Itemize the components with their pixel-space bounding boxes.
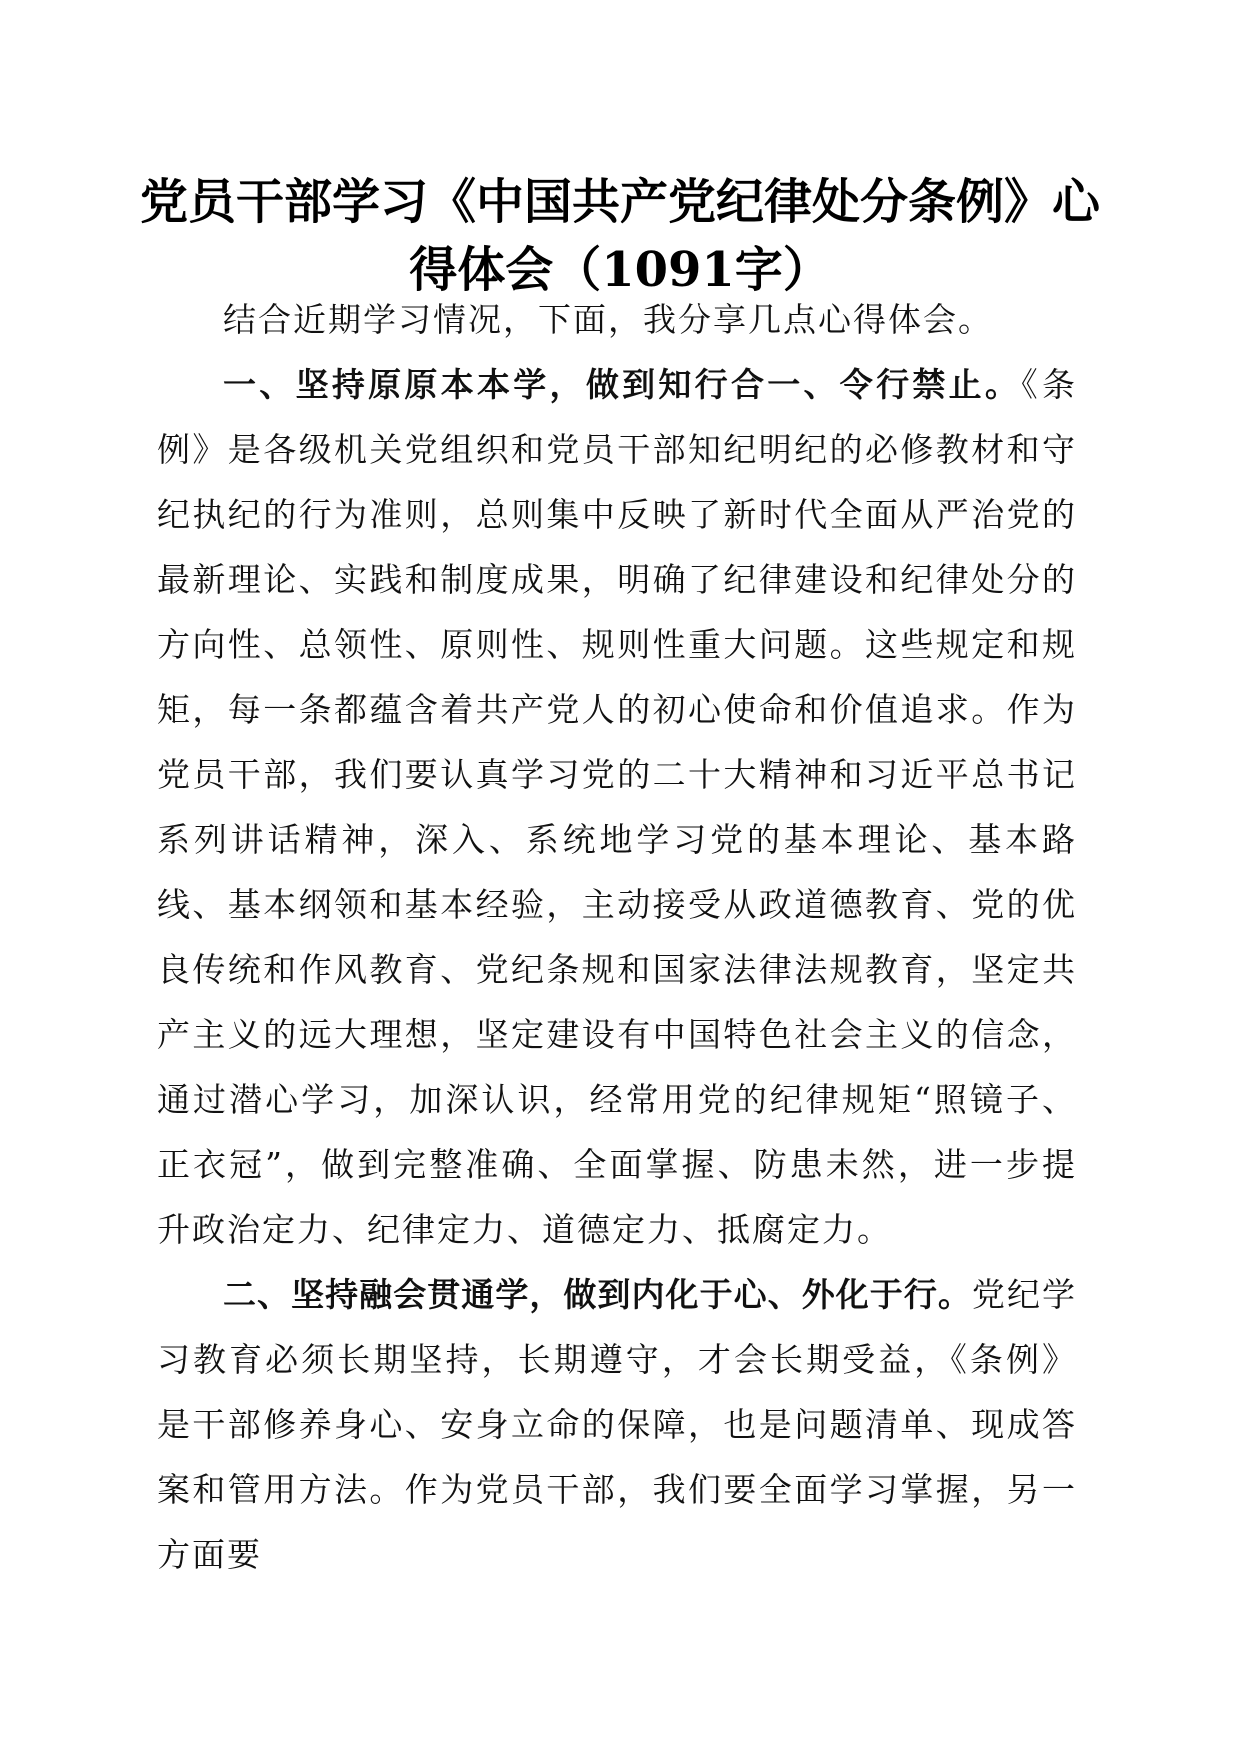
section-paragraph-2	[157, 1262, 1077, 1587]
document-title: 党员干部学习《中国共产党纪律处分条例》心得体会（1091字）	[140, 174, 1101, 298]
document-body	[157, 287, 1077, 1587]
section-heading-2: 二、坚持融会贯通学，做到内化于心、外化于行。	[223, 1275, 972, 1314]
intro-paragraph: 结合近期学习情况，下面，我分享几点心得体会。	[223, 300, 993, 339]
section-heading-1: 一、坚持原原本本学，做到知行合一、令行禁止。	[223, 365, 1022, 404]
section-body-1: 《条例》是各级机关党组织和党员干部知纪明纪的必修教材和守纪执纪的行为准则，总则集中反映了新时代全面从严治党的最新理论、实践和制度成果，明确了纪律建设和纪律处分的方向性、总领性、原则性、规则性重大问题。这些规定和规矩，每一条都蕴含着共产党人的初心使命和价值追求。作为党员干部，我们要认真学习党的二十大精神和习近平总书记系列讲话精神，深入、系统地学习党的基本理论、基本路线、基本纲领和基本经验，主动接受从政道德教育、党的优良传统和作风教育、党纪条规和国家法律法规教育，坚定共产主义的远大理想，坚定建设有中国特色社会主义的信念，通过潜心学习，加深认识，经常用党的纪律规矩“照镜子、正衣冠”，做到完整准确、全面掌握、防患未然，进一步提升政治定力、纪律定力、道德定力、抵腐定力。	[157, 365, 1078, 1249]
section-paragraph-1	[157, 352, 1077, 1262]
section-body-2: 党纪学习教育必须长期坚持，长期遵守，才会长期受益，《条例》是干部修养身心、安身立命的保障，也是问题清单、现成答案和管用方法。作为党员干部，我们要全面学习掌握，另一方面要	[157, 1275, 1078, 1574]
